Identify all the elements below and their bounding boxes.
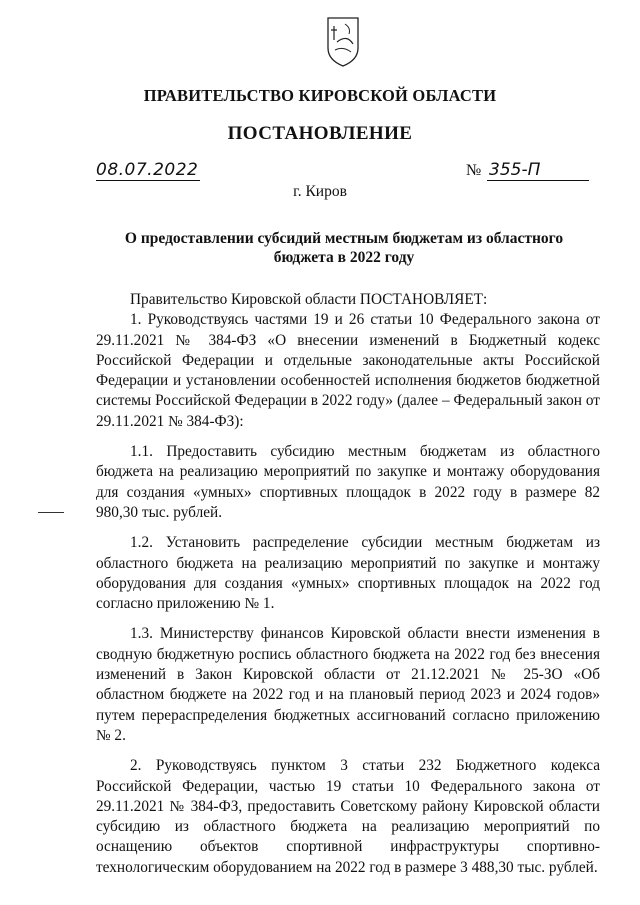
coat-of-arms-icon xyxy=(325,14,361,68)
document-date: 08.07.2022 xyxy=(96,160,199,180)
government-title: ПРАВИТЕЛЬСТВО КИРОВСКОЙ ОБЛАСТИ xyxy=(143,86,497,105)
paragraph-1-2: 1.2. Установить распределение субсидии местным бюджетам из областного бюджета на реализацию мероприятий по закупке и монтажу оборудования для создания «умных» спортивных площадок на 2022 год согласно приложению № 1. xyxy=(96,534,600,613)
number-label: № xyxy=(466,162,482,179)
document-subject: О предоставлении субсидий местным бюджетам из областного бюджета в 2022 году xyxy=(124,230,564,266)
document-number: 355-П xyxy=(487,160,589,181)
paragraph-intro: Правительство Кировской области ПОСТАНОВЛЯЕТ: xyxy=(130,291,488,308)
document-body xyxy=(96,290,600,878)
margin-mark xyxy=(38,512,64,513)
document-type: ПОСТАНОВЛЕНИЕ xyxy=(227,123,413,144)
paragraph-1-1: 1.1. Предоставить субсидию местным бюджетам из областного бюджета на реализацию мероприятий по закупке и монтажу оборудования для создания «умных» спортивных площадок в 2022 году в размере 82 980,30 тыс. рублей. xyxy=(96,443,600,521)
paragraph-2: 2. Руководствуясь пунктом 3 статьи 232 Бюджетного кодекса Российской Федерации, частью 19 статьи 10 Федерального закона от 29.11.2021 № 384-ФЗ, предоставить Советскому району Кировской области субсидию из областного бюджета на реализацию мероприятий по оснащению объектов спортивной инфраструктуры спортивно-технологическим оборудованием на 2022 год в размере 3 488,30 тыс. рублей. xyxy=(96,757,600,876)
paragraph-1: 1. Руководствуясь частями 19 и 26 статьи 10 Федерального закона от 29.11.2021 № 384-ФЗ «О внесении изменений в Бюджетный кодекс Российской Федерации и отдельные законодательные акты Российской Федерации и установлении особенностей исполнения бюджетов бюджетной системы Российской Федерации в 2022 году» (далее – Федеральный закон от 29.11.2021 № 384-ФЗ): xyxy=(96,311,600,430)
city: г. Киров xyxy=(293,183,347,200)
paragraph-1-3: 1.3. Министерству финансов Кировской области внести изменения в сводную бюджетную роспись областного бюджета на 2022 год без внесения изменений в Закон Кировской области от 21.12.2021 № 25-ЗО «Об областном бюджете на 2022 год и на плановый период 2023 и 2024 годов» путем перераспределения бюджетных ассигнований согласно приложению № 2. xyxy=(96,625,600,744)
